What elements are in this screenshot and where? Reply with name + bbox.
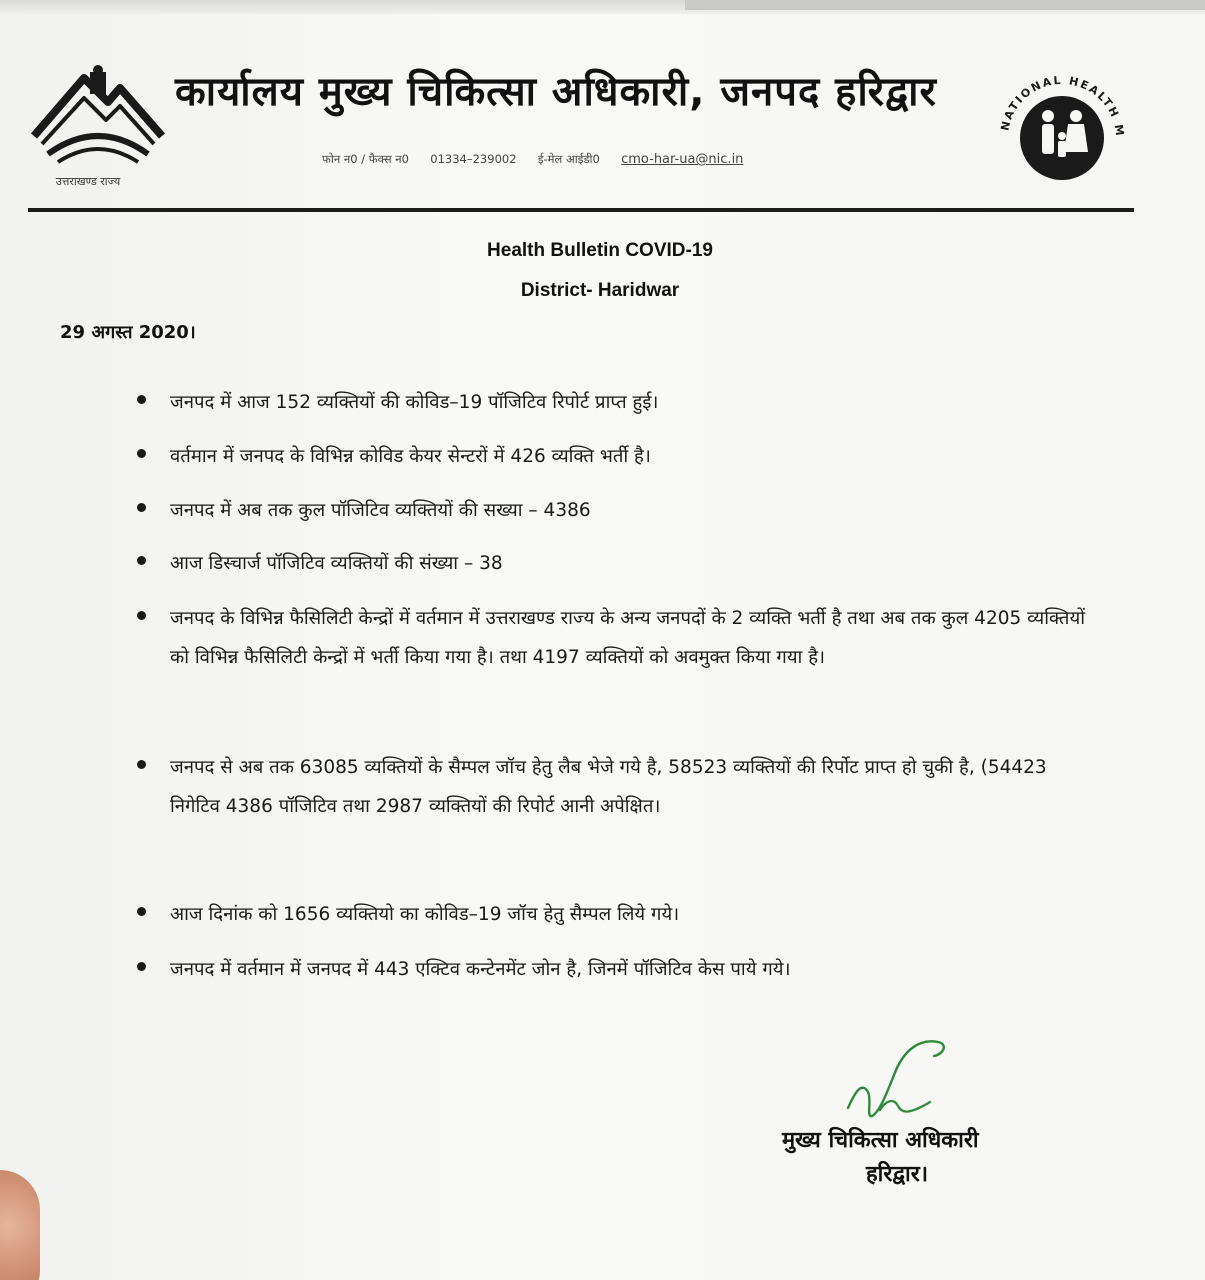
state-logo-caption: उत्तराखण्ड राज्य (55, 175, 121, 188)
phone-number: 01334–239002 (430, 152, 517, 166)
bullet-icon (137, 395, 146, 404)
signatory-title: मुख्य चिकित्सा अधिकारी (782, 1128, 979, 1153)
bullet-icon (137, 556, 146, 565)
list-item: जनपद में आज 152 व्यक्तियों की कोविड–19 पॉजिटिव रिपोर्ट प्राप्त हुई। (170, 392, 659, 413)
phone-label: फोन न0 / फैक्स न0 (322, 152, 409, 166)
list-item: जनपद में अब तक कुल पॉजिटिव व्यक्तियों की सख्या – 4386 (170, 500, 591, 521)
list-item: आज डिस्चार्ज पॉजिटिव व्यक्तियों की संख्या – 38 (170, 553, 503, 574)
bulletin-title: Health Bulletin COVID-19 (487, 240, 713, 261)
email-label: ई-मेल आईडी0 (537, 152, 600, 166)
nhm-logo-text: NATIONAL HEALTH M (998, 73, 1127, 139)
office-title: कार्यालय मुख्य चिकित्सा अधिकारी, जनपद हरिद्वार (175, 69, 937, 115)
list-item: वर्तमान में जनपद के विभिन्न कोविड केयर सेन्टरों में 426 व्यक्ति भर्ती है। (170, 446, 651, 467)
bullet-icon (137, 611, 146, 620)
list-item: जनपद में वर्तमान में जनपद में 443 एक्टिव कन्टेनमेंट जोन है, जिनमें पॉजिटिव केस पाये गये। (170, 959, 791, 980)
bullet-icon (137, 962, 146, 971)
bullet-icon (137, 449, 146, 458)
email-address: cmo-har-ua@nic.in (621, 152, 744, 167)
list-item: जनपद के विभिन्न फैसिलिटी केन्द्रों में वर्तमान में उत्तराखण्ड राज्य के अन्य जनपदों के 2 व्यक्ति भर्ती है तथा अब तक कुल 4205 व्यक्तियों को विभिन्न फैसिलिटी केन्द्रों में भर्ती किया गया है। तथा 4197 व्यक्तियों को अवमुक्त किया गया है। (170, 608, 1085, 668)
bullet-icon (137, 760, 146, 769)
signatory-place: हरिद्वार। (866, 1162, 929, 1187)
bullet-icon (137, 907, 146, 916)
signature-icon (838, 1030, 958, 1130)
list-item: आज दिनांक को 1656 व्यक्तियो का कोविड–19 जॉच हेतु सैम्पल लिये गये। (170, 904, 680, 925)
list-item: जनपद से अब तक 63085 व्यक्तियों के सैम्पल जॉच हेतु लैब भेजे गये है, 58523 व्यक्तियों की रिर्पोट प्राप्त हो चुकी है, (54423 निगेटिव 4386 पॉजिटिव तथा 2987 व्यक्तियों की रिपोर्ट आनी अपेक्षित। (170, 757, 1047, 817)
bulletin-date: 29 अगस्त 2020। (60, 322, 196, 343)
bulletin-district: District- Haridwar (520, 280, 680, 301)
bullet-icon (137, 503, 146, 512)
